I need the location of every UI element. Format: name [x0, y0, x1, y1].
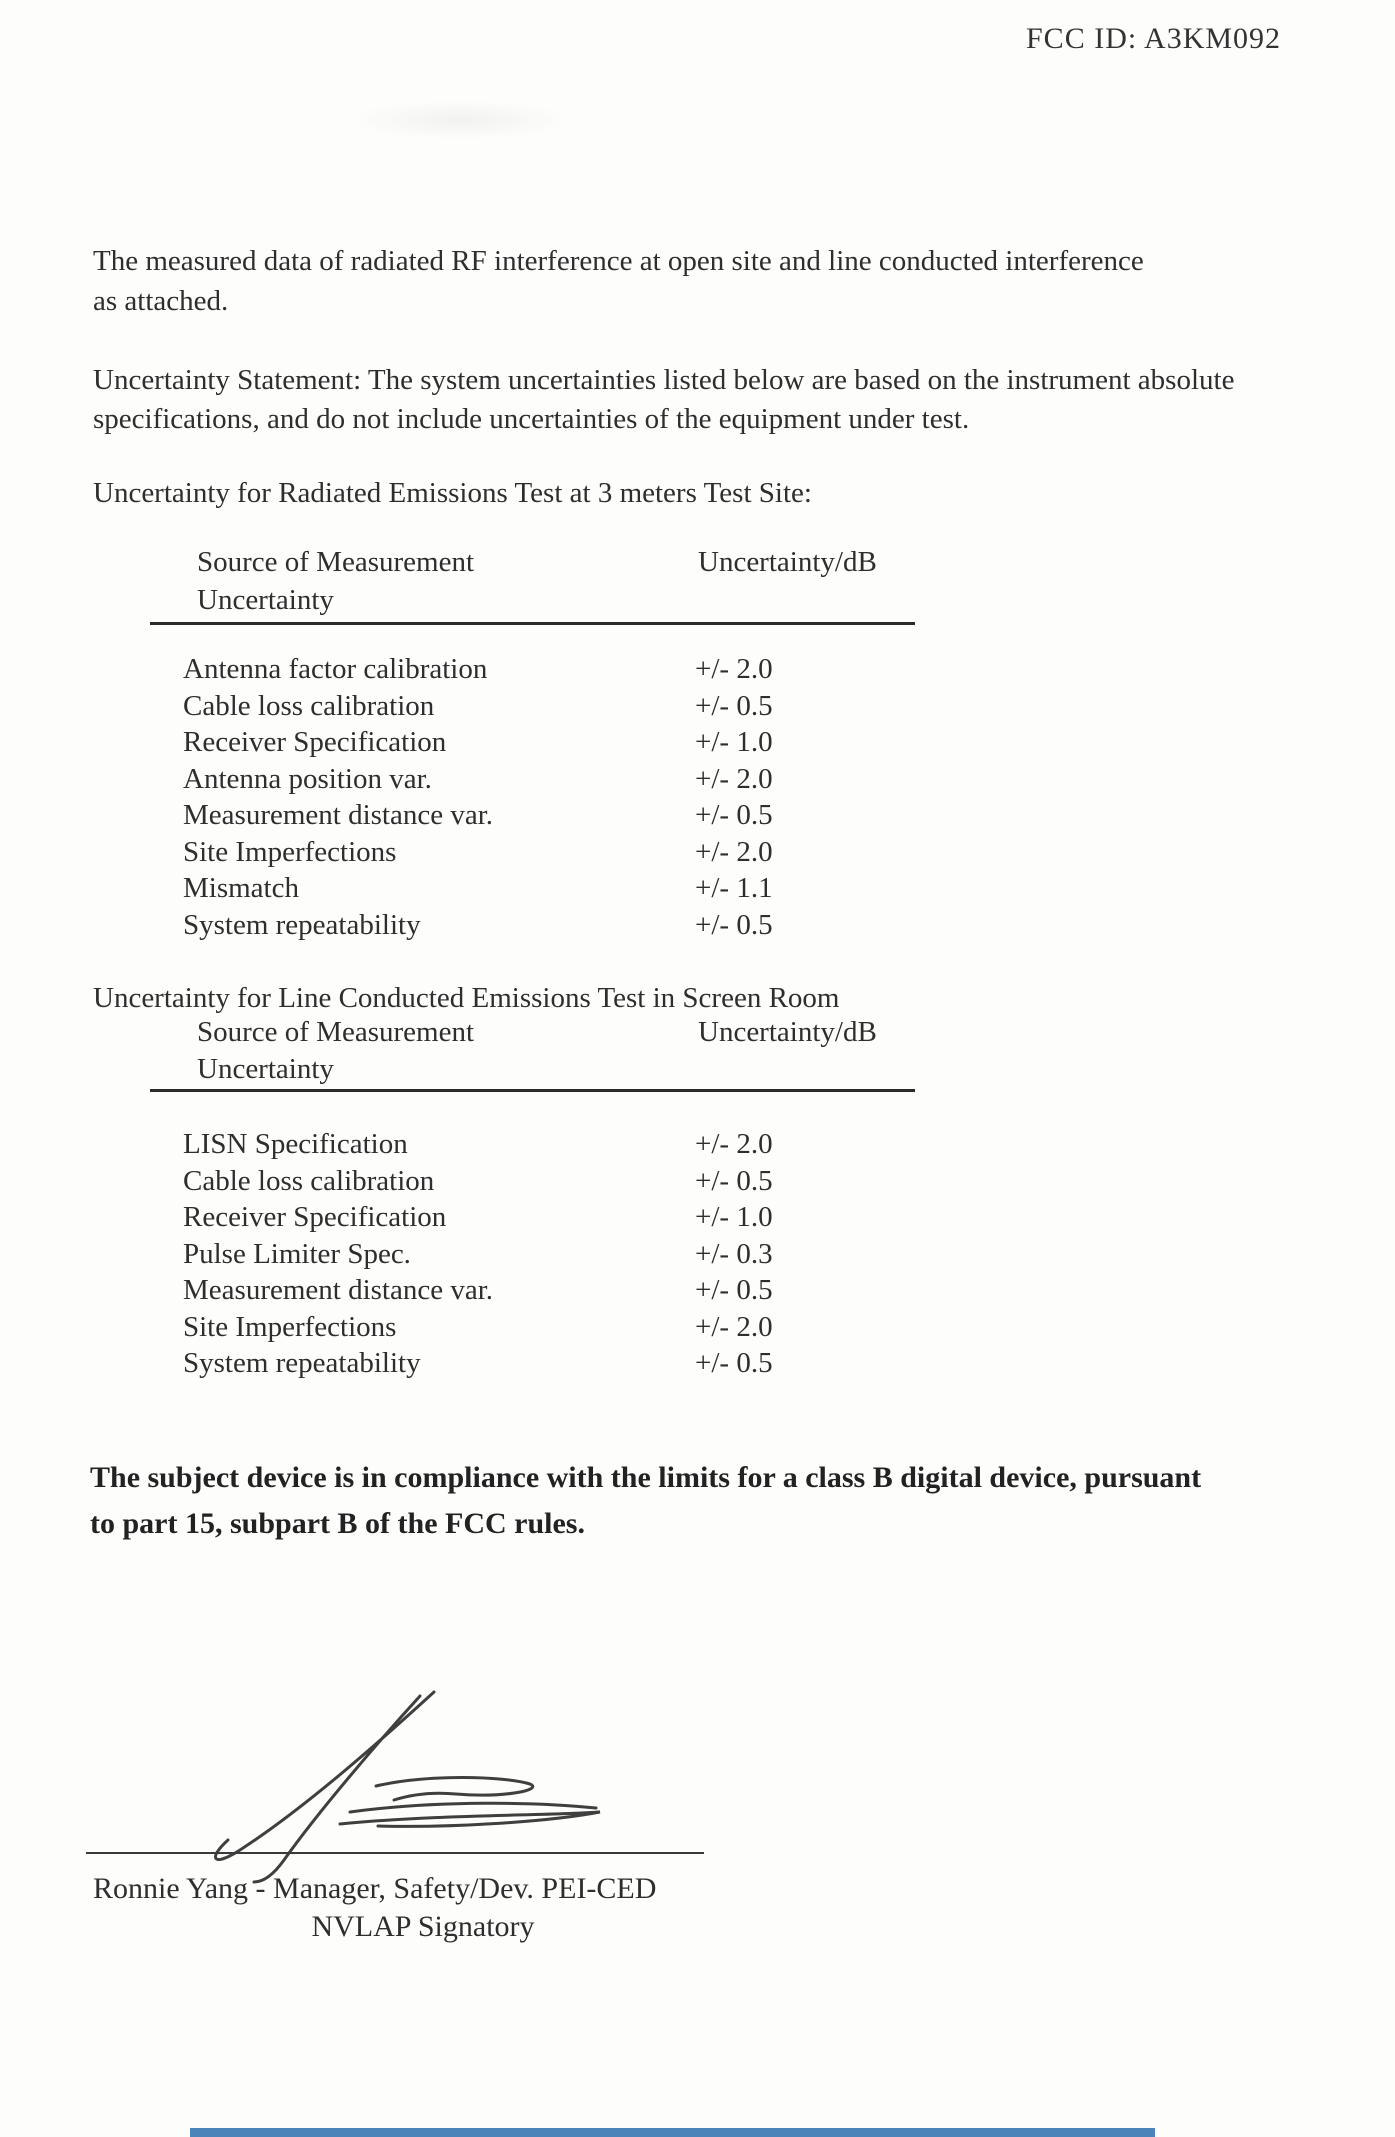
table-row — [183, 836, 883, 873]
uncertainty-source: Measurement distance var. — [183, 799, 494, 831]
uncertainty-source: LISN Specification — [183, 1128, 408, 1160]
uncertainty-source: Cable loss calibration — [183, 1164, 435, 1197]
uncertainty-source: Mismatch — [183, 872, 299, 904]
uncertainty-source: Pulse Limiter Spec. — [183, 1237, 411, 1270]
table-row — [183, 726, 883, 763]
radiated-table-header-source-line2: Uncertainty — [197, 584, 334, 616]
signature-line — [86, 1852, 704, 1854]
table-row — [183, 872, 883, 909]
table-row — [183, 1238, 883, 1275]
table-row — [183, 799, 883, 836]
table-row — [183, 653, 883, 690]
conducted-table-header-source-line2: Uncertainty — [197, 1053, 334, 1085]
conducted-emissions-title: Uncertainty for Line Conducted Emissions Test in Screen Room — [93, 982, 840, 1014]
table-row — [183, 1347, 883, 1384]
uncertainty-value: +/- 0.5 — [695, 1347, 773, 1379]
fcc-id-label: FCC ID: A3KM092 — [1026, 22, 1282, 55]
scan-smudge — [350, 100, 570, 140]
uncertainty-value: +/- 2.0 — [695, 653, 773, 685]
radiated-emissions-title: Uncertainty for Radiated Emissions Test at 3 meters Test Site: — [93, 477, 812, 509]
signature-image — [198, 1682, 628, 1887]
signer-role: NVLAP Signatory — [311, 1910, 535, 1943]
table-row — [183, 1201, 883, 1238]
radiated-table-body — [183, 653, 883, 945]
radiated-table-header-source-line1: Source of Measurement — [197, 546, 475, 578]
scan-artifact-bar — [190, 2128, 1155, 2137]
table-row — [183, 1165, 883, 1202]
uncertainty-value: +/- 2.0 — [695, 762, 773, 795]
uncertainty-statement-paragraph: Uncertainty Statement: The system uncertainties listed below are based on the instrument absolute specifications, and do not include uncertainties of the equipment under test. — [93, 364, 1235, 435]
uncertainty-value: +/- 0.3 — [695, 1237, 773, 1270]
uncertainty-source: Antenna position var. — [183, 762, 432, 795]
uncertainty-source: Antenna factor calibration — [183, 653, 488, 685]
conducted-table-header-value: Uncertainty/dB — [698, 1016, 877, 1048]
conducted-table-body — [183, 1128, 883, 1384]
uncertainty-source: Receiver Specification — [183, 1201, 447, 1233]
table-row — [183, 763, 883, 800]
uncertainty-value: +/- 1.1 — [695, 872, 773, 904]
uncertainty-source: Measurement distance var. — [183, 1274, 494, 1306]
compliance-statement: The subject device is in compliance with the limits for a class B digital device, pursuant to part 15, subpart B of the FCC rules. — [90, 1461, 1202, 1540]
conducted-table-rule — [150, 1089, 915, 1092]
table-row — [183, 690, 883, 727]
table-row — [183, 1311, 883, 1348]
uncertainty-value: +/- 0.5 — [695, 689, 773, 722]
uncertainty-value: +/- 0.5 — [695, 1274, 773, 1306]
uncertainty-value: +/- 0.5 — [695, 1164, 773, 1197]
uncertainty-source: System repeatability — [183, 908, 421, 941]
uncertainty-value: +/- 2.0 — [695, 1310, 773, 1343]
uncertainty-source: System repeatability — [183, 1347, 421, 1379]
uncertainty-value: +/- 1.0 — [695, 1201, 773, 1233]
radiated-table-header-value: Uncertainty/dB — [698, 546, 877, 578]
uncertainty-source: Site Imperfections — [183, 835, 397, 868]
uncertainty-value: +/- 0.5 — [695, 908, 773, 941]
uncertainty-value: +/- 0.5 — [695, 799, 773, 831]
uncertainty-source: Cable loss calibration — [183, 689, 435, 722]
conducted-table-header-source-line1: Source of Measurement — [197, 1016, 475, 1048]
table-row — [183, 1274, 883, 1311]
uncertainty-source: Receiver Specification — [183, 726, 447, 758]
table-row — [183, 909, 883, 946]
signer-name-title: Ronnie Yang - Manager, Safety/Dev. PEI-CED — [93, 1872, 657, 1905]
uncertainty-source: Site Imperfections — [183, 1310, 397, 1343]
uncertainty-value: +/- 2.0 — [695, 1128, 773, 1160]
uncertainty-value: +/- 1.0 — [695, 726, 773, 758]
uncertainty-value: +/- 2.0 — [695, 835, 773, 868]
table-row — [183, 1128, 883, 1165]
measured-data-paragraph: The measured data of radiated RF interference at open site and line conducted interference as attached. — [93, 245, 1144, 317]
radiated-table-rule — [150, 622, 915, 625]
